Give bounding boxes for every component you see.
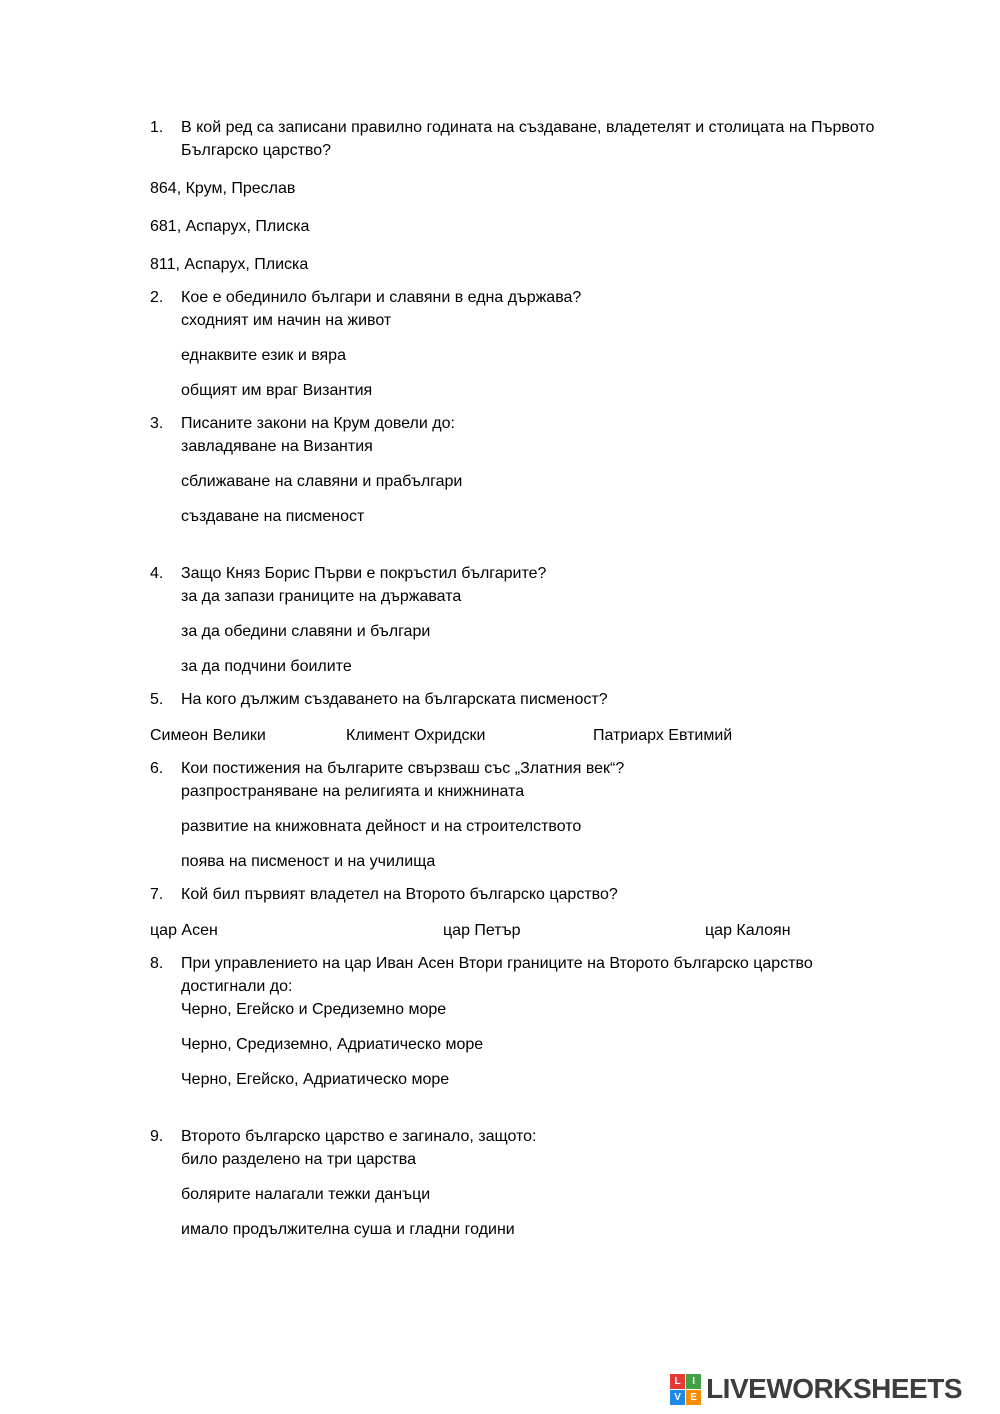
logo-tile-i: I: [686, 1374, 701, 1389]
question-6-options: [181, 780, 890, 873]
question-text: На кого дължим създаването на българската писменост?: [181, 691, 608, 708]
question-text: При управлението на цар Иван Асен Втори границите на Второто българско царство достигнали до:: [181, 955, 813, 995]
question-4-header: [150, 562, 890, 585]
answer-option[interactable]: еднаквите език и вяра: [181, 347, 346, 364]
question-7-header: [150, 883, 890, 906]
logo-tile-l: L: [670, 1374, 685, 1389]
answer-option[interactable]: 681, Аспарух, Плиска: [150, 218, 310, 235]
question-7: [150, 883, 890, 942]
question-6: [150, 757, 890, 873]
answer-option[interactable]: цар Калоян: [705, 922, 791, 939]
question-9-options: [181, 1148, 890, 1241]
answer-option[interactable]: цар Асен: [150, 922, 218, 939]
answer-option[interactable]: болярите налагали тежки данъци: [181, 1186, 431, 1203]
answer-option[interactable]: имало продължителна суша и гладни години: [181, 1221, 515, 1238]
question-7-options: [150, 919, 890, 942]
brand-text: LIVEWORKSHEETS: [706, 1373, 962, 1404]
question-text: Кое е обединило българи и славяни в една държава?: [181, 289, 582, 306]
question-number: 3.: [150, 415, 164, 432]
question-8: [150, 952, 890, 1091]
quiz-content: [150, 116, 890, 1241]
question-4-options: [181, 585, 890, 678]
answer-option[interactable]: поява на писменост и на училища: [181, 853, 436, 870]
answer-option[interactable]: Черно, Егейско, Адриатическо море: [181, 1071, 450, 1088]
question-3-options: [181, 435, 890, 528]
answer-option[interactable]: Черно, Средиземно, Адриатическо море: [181, 1036, 484, 1053]
question-number: 2.: [150, 289, 164, 306]
question-number: 5.: [150, 691, 164, 708]
answer-option[interactable]: Симеон Велики: [150, 727, 266, 744]
question-number: 7.: [150, 886, 164, 903]
answer-option[interactable]: било разделено на три царства: [181, 1151, 416, 1168]
answer-option[interactable]: сближаване на славяни и прабългари: [181, 473, 463, 490]
question-3-header: [150, 412, 890, 435]
question-text: В кой ред са записани правилно годината на създаване, владетелят и столицата на Първото Българско царство?: [181, 119, 875, 159]
question-1-options: [150, 177, 890, 276]
answer-option[interactable]: създаване на писменост: [181, 508, 365, 525]
answer-option[interactable]: развитие на книжовната дейност и на строителството: [181, 818, 582, 835]
answer-option[interactable]: сходният им начин на живот: [181, 312, 392, 329]
question-9-header: [150, 1125, 890, 1148]
logo-tile-v: V: [670, 1390, 685, 1405]
answer-option[interactable]: цар Петър: [443, 922, 521, 939]
answer-option[interactable]: 864, Крум, Преслав: [150, 180, 296, 197]
question-2-header: [150, 286, 890, 309]
answer-option[interactable]: Климент Охридски: [346, 727, 486, 744]
question-text: Кои постижения на българите свързваш със „Златния век“?: [181, 760, 625, 777]
answer-option[interactable]: за да подчини боилите: [181, 658, 352, 675]
question-number: 8.: [150, 955, 164, 972]
question-number: 9.: [150, 1128, 164, 1145]
question-number: 6.: [150, 760, 164, 777]
question-text: Второто българско царство е загинало, защото:: [181, 1128, 537, 1145]
answer-option[interactable]: общият им враг Византия: [181, 382, 373, 399]
question-number: 4.: [150, 565, 164, 582]
question-2-options: [181, 309, 890, 402]
liveworksheets-tiles-icon: [670, 1374, 701, 1405]
question-text: Кой бил първият владетел на Второто българско царство?: [181, 886, 618, 903]
question-5: [150, 688, 890, 747]
question-text: Защо Княз Борис Първи е покръстил българите?: [181, 565, 547, 582]
question-9: [150, 1125, 890, 1241]
answer-option[interactable]: 811, Аспарух, Плиска: [150, 256, 309, 273]
logo-tile-e: E: [686, 1390, 701, 1405]
question-4: [150, 562, 890, 678]
answer-option[interactable]: за да запази границите на държавата: [181, 588, 462, 605]
answer-option[interactable]: Черно, Егейско и Средиземно море: [181, 1001, 447, 1018]
question-5-header: [150, 688, 890, 711]
question-3: [150, 412, 890, 528]
answer-option[interactable]: за да обедини славяни и българи: [181, 623, 431, 640]
question-5-options: [150, 724, 890, 747]
question-6-header: [150, 757, 890, 780]
question-number: 1.: [150, 119, 164, 136]
question-2: [150, 286, 890, 402]
answer-option[interactable]: Патриарх Евтимий: [593, 727, 733, 744]
question-1: [150, 116, 890, 276]
answer-option[interactable]: завладяване на Византия: [181, 438, 373, 455]
question-8-options: [181, 998, 890, 1091]
question-text: Писаните закони на Крум довели до:: [181, 415, 455, 432]
question-1-header: [150, 116, 890, 162]
answer-option[interactable]: разпространяване на религията и книжнината: [181, 783, 525, 800]
liveworksheets-logo: [670, 1373, 962, 1405]
question-8-header: [150, 952, 890, 998]
